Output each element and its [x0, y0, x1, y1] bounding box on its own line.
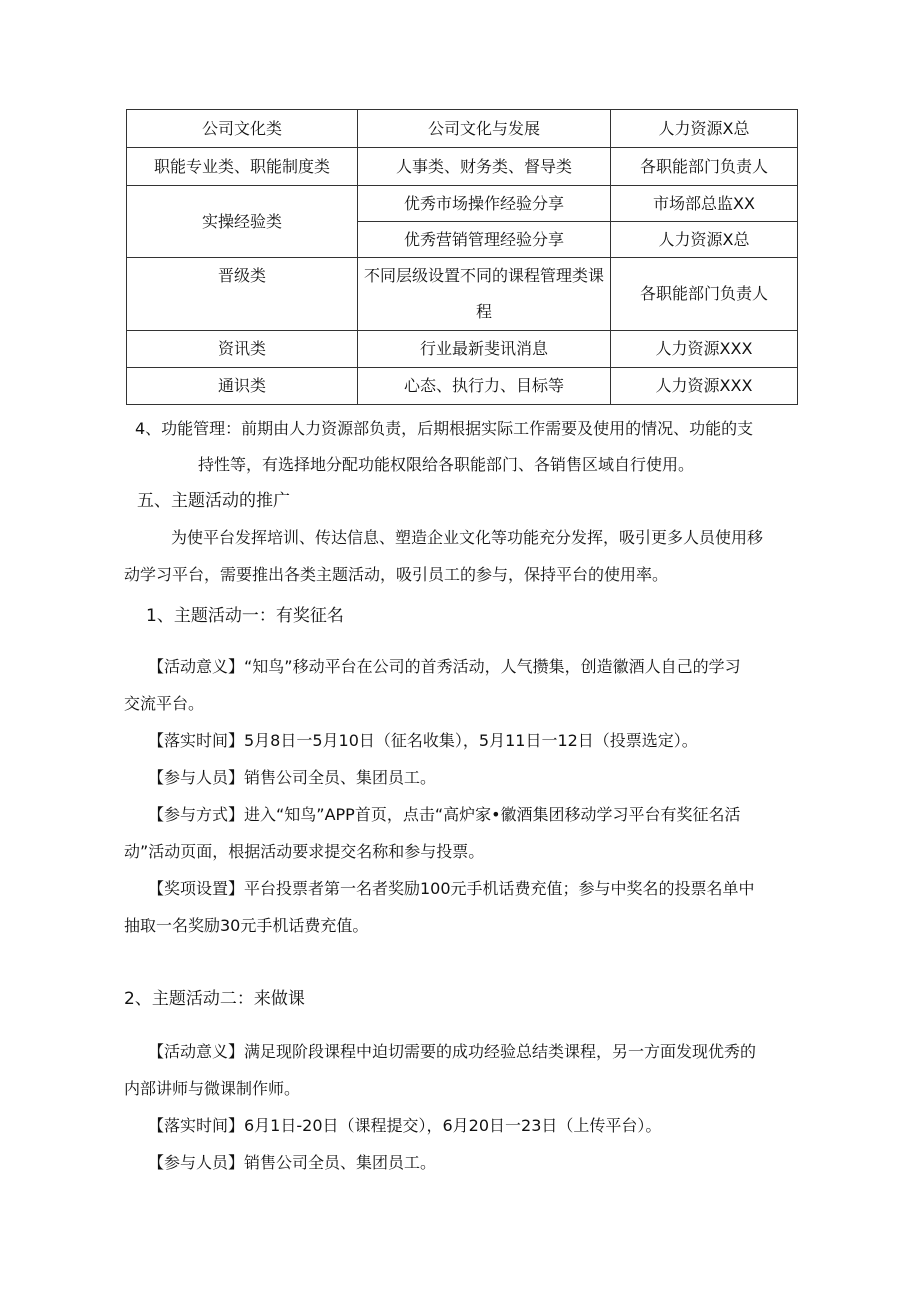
activity1-method-line2: 动”活动页面，根据活动要求提交名称和参与投票。 — [124, 842, 485, 861]
table-row — [127, 368, 798, 405]
owner-cell: 市场部总监XX — [611, 186, 798, 222]
table-row — [127, 148, 798, 186]
table-row — [127, 186, 798, 222]
activity2-time: 【落实时间】6月1日-20日（课程提交），6月20日一23日（上传平台）。 — [148, 1116, 662, 1135]
content-cell: 心态、执行力、目标等 — [358, 368, 611, 405]
activity2-meaning-line1: 【活动意义】满足现阶段课程中迫切需要的成功经验总结类课程，另一方面发现优秀的 — [148, 1042, 757, 1061]
category-cell: 资讯类 — [127, 331, 358, 368]
activity1-time: 【落实时间】5月8日一5月10日（征名收集），5月11日一12日（投票选定）。 — [148, 731, 698, 750]
course-table — [126, 109, 798, 405]
table-row — [127, 331, 798, 368]
table-row — [127, 258, 798, 331]
activity1-heading: 1、主题活动一：有奖征名 — [146, 606, 344, 626]
section5-intro-line2: 动学习平台，需要推出各类主题活动，吸引员工的参与，保持平台的使用率。 — [124, 565, 669, 584]
function-management-line2: 持性等，有选择地分配功能权限给各职能部门、各销售区域自行使用。 — [198, 455, 695, 474]
owner-cell: 人力资源XXX — [611, 331, 798, 368]
category-cell: 晋级类 — [127, 258, 358, 331]
content-cell: 不同层级设置不同的课程管理类课程 — [358, 258, 611, 331]
category-cell: 公司文化类 — [127, 110, 358, 148]
owner-cell: 人力资源XXX — [611, 368, 798, 405]
owner-cell: 各职能部门负责人 — [611, 258, 798, 331]
activity1-people: 【参与人员】销售公司全员、集团员工。 — [148, 768, 437, 787]
activity1-prize-line1: 【奖项设置】平台投票者第一名者奖励100元手机话费充值；参与中奖名的投票名单中 — [148, 879, 755, 898]
category-cell: 实操经验类 — [127, 186, 358, 258]
activity2-heading: 2、主题活动二：来做课 — [124, 989, 305, 1009]
activity1-method-line1: 【参与方式】进入“知鸟”APP首页，点击“高炉家•徽酒集团移动学习平台有奖征名活 — [148, 805, 741, 824]
content-cell: 行业最新斐讯消息 — [358, 331, 611, 368]
content-cell: 公司文化与发展 — [358, 110, 611, 148]
activity2-meaning-line2: 内部讲师与微课制作师。 — [124, 1079, 301, 1098]
category-cell: 职能专业类、职能制度类 — [127, 148, 358, 186]
activity1-meaning-line2: 交流平台。 — [124, 694, 205, 713]
section5-intro-line1: 为使平台发挥培训、传达信息、塑造企业文化等功能充分发挥，吸引更多人员使用移 — [171, 528, 764, 547]
content-cell: 人事类、财务类、督导类 — [358, 148, 611, 186]
owner-cell: 人力资源X总 — [611, 110, 798, 148]
category-cell: 通识类 — [127, 368, 358, 405]
section5-heading: 五、主题活动的推广 — [137, 491, 290, 511]
content-cell: 优秀营销管理经验分享 — [358, 222, 611, 258]
owner-cell: 各职能部门负责人 — [611, 148, 798, 186]
function-management-line1: 4、功能管理：前期由人力资源部负责，后期根据实际工作需要及使用的情况、功能的支 — [135, 419, 754, 438]
activity1-prize-line2: 抽取一名奖励30元手机话费充值。 — [124, 916, 369, 935]
content-cell: 优秀市场操作经验分享 — [358, 186, 611, 222]
activity2-people: 【参与人员】销售公司全员、集团员工。 — [148, 1153, 437, 1172]
table-row — [127, 110, 798, 148]
owner-cell: 人力资源X总 — [611, 222, 798, 258]
activity1-meaning-line1: 【活动意义】“知鸟”移动平台在公司的首秀活动，人气攒集，创造徽酒人自己的学习 — [148, 657, 741, 676]
